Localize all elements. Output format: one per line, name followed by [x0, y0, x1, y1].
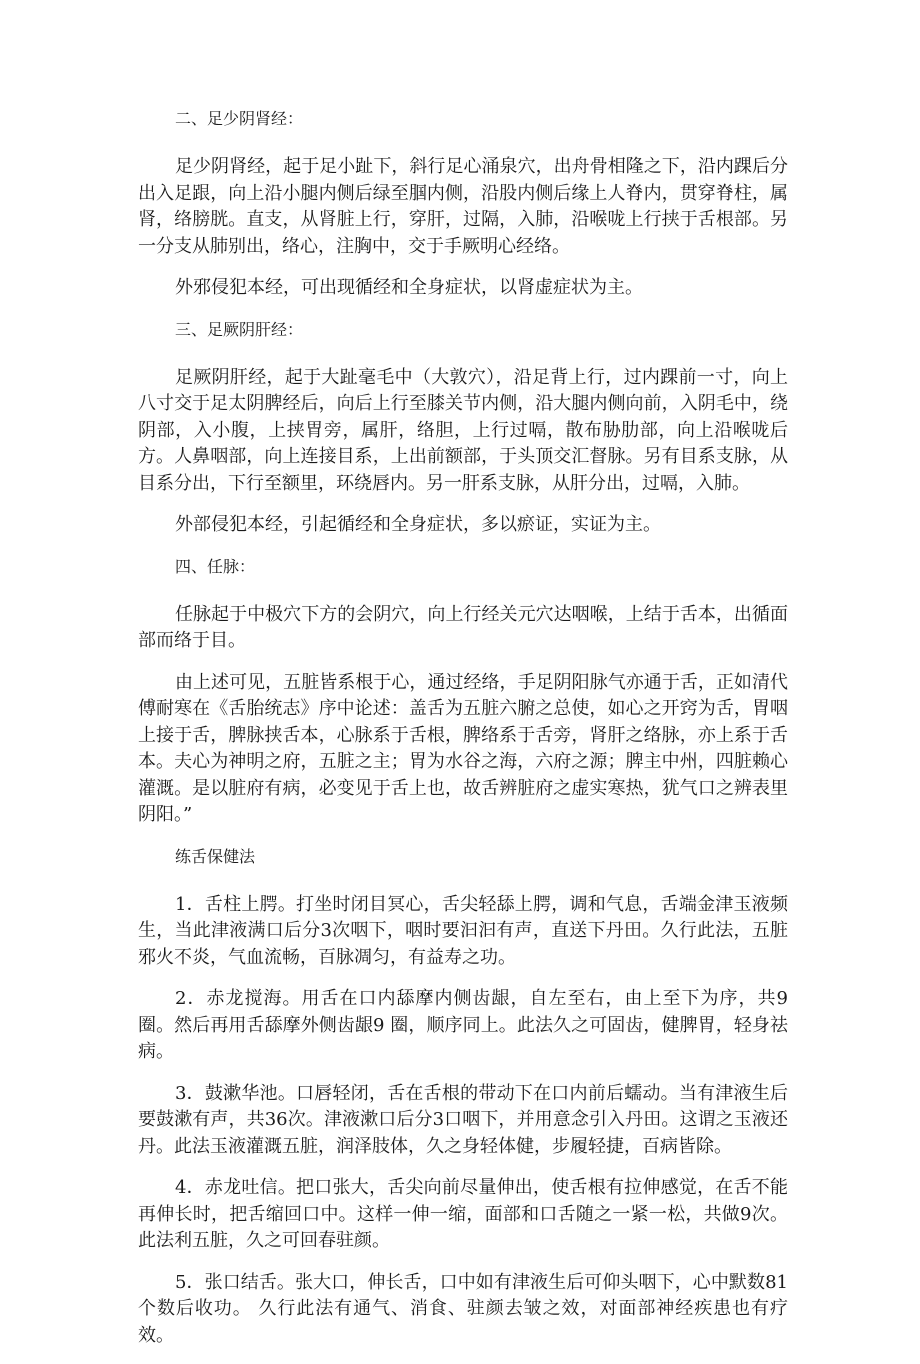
section-heading-ren-meridian: 四、任脉：: [175, 556, 256, 576]
exercise-item-3: 3．鼓漱华池。口唇轻闭，舌在舌根的带动下在口内前后蠕动。当有津液生后要鼓漱有声，共36次。津液漱口后分3口咽下，并用意念引入丹田。这谓之玉液还丹。此法玉液灌溉五脏，润泽肢体，久之身轻体健，步履轻捷，百病皆除。: [138, 1082, 788, 1157]
paragraph-liver-meridian-path: 足厥阴肝经，起于大趾毫毛中（大敦穴），沿足背上行，过内踝前一寸，向上八寸交于足太阴脾经后，向后上行至膝关节内侧，沿大腿内侧向前，入阴毛中，绕阴部，入小腹，上挟胃旁，属肝，络胆，上行过嗝，散布胁肋部，向上沿喉咙后方。人鼻咽部，向上连接目系，上出前额部，于头顶交汇督脉。另有目系支脉，从目系分出，下行至额里，环绕唇内。另一肝系支脉，从肝分出，过嗝，入肺。: [138, 366, 788, 494]
exercise-item-1: 1．舌柱上腭。打坐时闭目冥心，舌尖轻舔上腭，调和气息，舌端金津玉液频生，当此津液满口后分3次咽下，咽时要汩汩有声，直送下丹田。久行此法，五脏邪火不炎，气血流畅，百脉凋匀，有益寿之功。: [138, 893, 788, 968]
paragraph-kidney-meridian-path: 足少阴肾经，起于足小趾下，斜行足心涌泉穴，出舟骨相隆之下，沿内踝后分出入足跟，向上沿小腿内侧后绿至腘内侧，沿股内侧后缘上人脊内，贯穿脊柱，属肾，络膀胱。直支，从肾脏上行，穿肝，过隔，入肺，沿喉咙上行挟于舌根部。另一分支从肺别出，络心，注胸中，交于手厥明心经络。: [138, 156, 788, 257]
document-page: [138, 108, 788, 1364]
paragraph-kidney-meridian-symptoms: 外邪侵犯本经，可出现循经和全身症状，以肾虚症状为主。: [175, 277, 643, 298]
exercise-item-2: 2．赤龙搅海。用舌在口内舔摩内侧齿龈，自左至右，由上至下为序，共9圈。然后再用舌舔摩外侧齿龈9 圈，顺序同上。此法久之可固齿，健脾胃，轻身祛病。: [138, 988, 788, 1062]
section-heading-kidney-meridian: 二、足少阴肾经：: [175, 109, 304, 128]
paragraph-tongue-organ-summary: 由上述可见，五脏皆系根于心，通过经络，手足阴阳脉气亦通于舌，正如清代傅耐寒在《舌胎统志》序中论述：盖舌为五脏六腑之总使，如心之开窍为舌，胃咽上接于舌，脾脉挟舌本，心脉系于舌根，脾络系于舌旁，肾肝之络脉，亦上系于舌本。夫心为神明之府，五脏之主；胃为水谷之海，六府之源；脾主中州，四脏赖心灌溉。是以脏府有病，必变见于舌上也，故舌辨脏府之虚实寒热，犹气口之辨表里阴阳。”: [138, 671, 788, 825]
paragraph-liver-meridian-symptoms: 外部侵犯本经，引起循经和全身症状，多以瘀证，实证为主。: [175, 514, 661, 535]
exercise-item-5: 5．张口结舌。张大口，伸长舌，口中如有津液生后可仰头咽下，心中默数81个数后收功。 久行此法有通气、消食、驻颜去皱之效，对面部神经疾患也有疗效。: [138, 1271, 788, 1346]
paragraph-ren-meridian-path: 任脉起于中极穴下方的会阴穴，向上行经关元穴达咽喉，上结于舌本，出循面部而络于目。: [138, 603, 788, 651]
exercise-item-4: 4．赤龙吐信。把口张大，舌尖向前尽量伸出，使舌根有拉伸感觉，在舌不能再伸长时，把舌缩回口中。这样一伸一缩，面部和口舌随之一紧一松，共做9次。此法利五脏，久之可回春驻颜。: [138, 1177, 788, 1251]
section-heading-tongue-exercises: 练舌保健法: [175, 846, 256, 866]
section-heading-liver-meridian: 三、足厥阴肝经：: [175, 319, 304, 339]
